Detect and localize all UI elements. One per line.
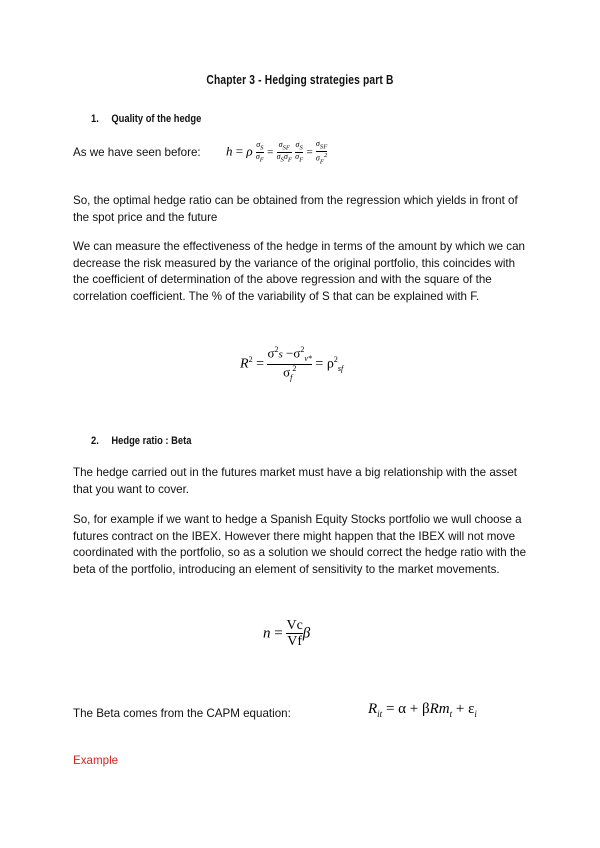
contracts-formula: n = $\frac{Vc}{Vf}$ β xyxy=(263,618,311,650)
paragraph-1-text: So, the optimal hedge ratio can be obtained from the regression which yields in front of the spot price and the future xyxy=(73,194,518,224)
section-1-heading xyxy=(91,113,201,125)
paragraph-4-text: So, for example if we want to hedge a Spanish Equity Stocks portfolio we wull choose a futures contract on the IBEX. However there might happen that the IBEX will not move coordinated with the portfolio, so as a solution we should correct the hedge ratio with the beta of the portfolio, introducing an element of sensitivity to the market movements. xyxy=(73,513,527,576)
paragraph-2-text: We can measure the effectiveness of the hedge in terms of the amount by which we can decrease the risk measured by the variance of the original portfolio, this coincides with the coefficient of determination of the above regression and with the square of the correlation coefficient. The % of the variability of S that can be explained with F. xyxy=(73,240,525,303)
section-2-heading xyxy=(91,435,191,447)
section-2-title: Hedge ratio : Beta xyxy=(111,435,192,447)
capm-formula: $R_{it} = \alpha + \beta Rm_t + \varepsilon_i$ xyxy=(368,701,477,719)
paragraph-effectiveness xyxy=(73,239,528,305)
capm-label: The Beta comes from the CAPM equation: xyxy=(73,707,291,720)
paragraph-ibex-example xyxy=(73,512,528,578)
intro-label: As we have seen before: xyxy=(73,146,201,159)
example-label: Example xyxy=(73,754,119,767)
section-1-number: 1. xyxy=(91,113,99,125)
chapter-title: Chapter 3 - Hedging strategies part B xyxy=(206,73,394,87)
section-1-title: Quality of the hedge xyxy=(111,113,202,125)
r-squared-formula: $R^2$ = $\frac{\sigma^2s -\sigma^2_{v*}}{\sigma_f^2}$ = $\rho^2_{sf}$ xyxy=(240,345,344,382)
section-2-number: 2. xyxy=(91,435,99,447)
paragraph-hedge-relationship xyxy=(73,465,528,498)
paragraph-optimal-ratio xyxy=(73,193,528,226)
hedge-ratio-formula: h = ρ $\frac{\sigma_S}{\sigma_F}$ = $\frac{\sigma_{SF}}{\sigma_S\sigma_F}$ $\frac{\sigma_S}{\sigma_F}$ = $\frac{\sigma_{SF}}{\sigma_F^2}$ xyxy=(226,139,328,166)
paragraph-3-text: The hedge carried out in the futures market must have a big relationship with the asset that you want to cover. xyxy=(73,466,518,496)
